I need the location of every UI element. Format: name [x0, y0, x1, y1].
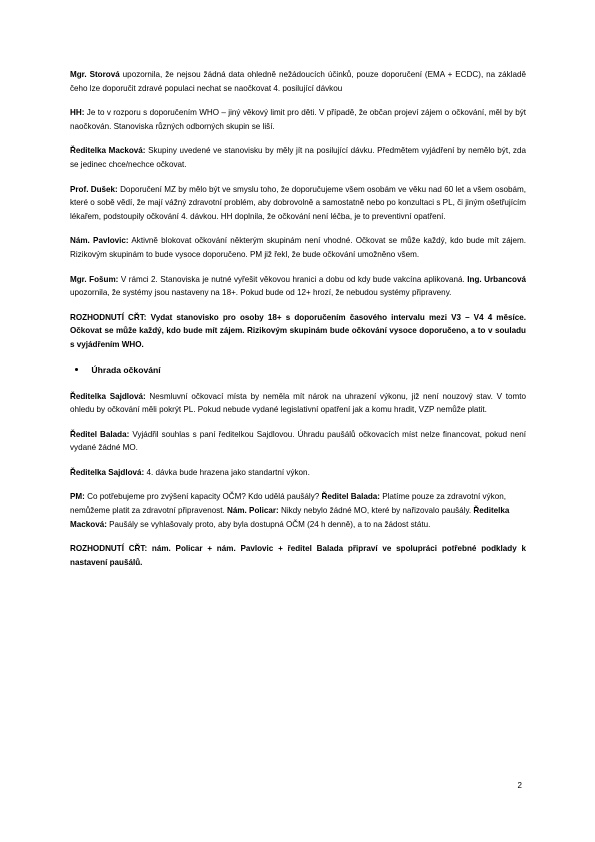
speaker-name: Mgr. Storová	[70, 70, 120, 79]
page-number: 2	[517, 781, 522, 790]
paragraph-balada	[70, 428, 526, 455]
speaker-name: Nám. Policar:	[224, 506, 279, 516]
paragraph-text: Paušály se vyhlašovaly proto, aby byla dostupná OČM (24 h denně), a to na žádost státu.	[106, 519, 431, 529]
decision-paragraph	[70, 542, 526, 569]
paragraph-text: Skupiny uvedené ve stanovisku by měly jít na posilující dávku. Předmětem vyjádření by nemělo být, zda se jedinec chce/nechce očkovat.	[70, 146, 526, 169]
bullet-icon	[75, 368, 78, 371]
paragraph-text: Nikdy nebylo žádné MO, které by nařizovalo paušály.	[278, 506, 474, 516]
speaker-name: Ředitelka Sajdlová:	[70, 391, 146, 401]
paragraph-text: Aktivně blokovat očkování některým skupinám není vhodné. Očkovat se může každý, kdo bude mít zájem. Rizikovým skupinám to bude vysoce doporučeno. PM již řekl, že bude očkování umožněno všem.	[70, 236, 526, 259]
paragraph-fosum	[70, 273, 526, 300]
paragraph-text: upozornila, že systémy jsou nastaveny na 18+. Pokud bude od 12+ hrozí, že nebudou systémy připraveny.	[70, 288, 452, 298]
paragraph-text: 4. dávka bude hrazena jako standartní výkon.	[144, 467, 310, 477]
speaker-name: Ředitelka Macková:	[70, 146, 146, 156]
paragraph-storova	[70, 68, 526, 95]
speaker-name: Nám. Pavlovic:	[70, 236, 129, 246]
paragraph-text: Je to v rozporu s doporučením WHO – jiný věkový limit pro děti. V případě, že občan projeví zájem o očkování, měl by být naočkován. Stanoviska různých odborných skupin se liší.	[70, 108, 526, 131]
paragraph-text: V rámci 2. Stanoviska je nutné vyřešit věkovou hranici a dobu od kdy bude vakcína aplikovaná.	[118, 274, 465, 284]
speaker-name: Ing. Urbancová	[464, 274, 526, 284]
decision-paragraph	[70, 311, 526, 352]
page-content	[70, 68, 526, 580]
speaker-name: Prof. Dušek:	[70, 184, 118, 194]
paragraph-hh	[70, 106, 526, 133]
paragraph-sajdlova	[70, 390, 526, 417]
section-heading-text: Úhrada očkování	[91, 364, 161, 375]
speaker-name: Ředitel Balada:	[319, 492, 380, 502]
paragraph-dusek	[70, 183, 526, 224]
paragraph-pavlovic	[70, 234, 526, 261]
paragraph-text: Doporučení MZ by mělo být ve smyslu toho, že doporučujeme všem osobám ve věku nad 60 let a všem osobám, které o sobě vědí, že mají vážný zdravotní problém, aby dobrovolně a samostatně nebo po konzultaci s PL, či jiným ošetřujícím lékařem, podstoupily očkování 4. dávkou. HH doplnila, že očkování není léčba, je to preventivní opatření.	[70, 184, 526, 221]
paragraph-text: Co potřebujeme pro zvýšení kapacity OČM? Kdo udělá paušály?	[84, 492, 320, 502]
paragraph-text: Nesmluvní očkovací místa by neměla mít nárok na uhrazení výkonu, již není nouzový stav. V tomto ohledu by očkování měli pokrýt PL. Pokud nebude vydané legislativní opatření jak a komu hradit, VZP nemůže platit.	[70, 391, 526, 415]
speaker-name: Mgr. Fošum:	[70, 274, 119, 284]
decision-text: ROZHODNUTÍ CŘT: nám. Policar + nám. Pavlovic + ředitel Balada připraví ve spolupráci potřebné podklady k nastavení paušálů.	[70, 544, 526, 567]
paragraph-pm	[70, 490, 526, 531]
paragraph-mackova	[70, 144, 526, 171]
paragraph-text: Vyjádřil souhlas s paní ředitelkou Sajdlovou. Úhradu paušálů očkovacích míst nelze financovat, pokud není vydané žádné MO.	[70, 429, 526, 453]
speaker-name: HH:	[70, 108, 85, 118]
speaker-name: Ředitelka Sajdlová:	[70, 467, 145, 477]
speaker-name: Ředitel Balada:	[70, 429, 130, 439]
paragraph-text: upozornila, že nejsou žádná data ohledně nežádoucích účinků, pouze doporučení (EMA + ECDC), na základě čeho lze doporučit zdravé populaci nechat se naočkovat 4. posilující dávkou	[70, 70, 526, 93]
paragraph-text: Platíme pouze za zdravotní výkon, nemůžeme platit za zdravotní připravenost.	[70, 492, 506, 516]
section-heading	[70, 363, 526, 377]
decision-text: ROZHODNUTÍ CŘT: Vydat stanovisko pro osoby 18+ s doporučením časového intervalu mezi V3 – V4 4 měsíce. Očkovat se může každý, kdo bude mít zájem. Rizikovým skupinám bude očkování vysoce doporučeno, a to v souladu s vyjádřením WHO.	[70, 312, 526, 349]
speaker-name: Ředitelka Macková:	[70, 506, 510, 529]
speaker-name: PM:	[70, 492, 85, 502]
paragraph-sajdlova-2	[70, 466, 526, 480]
